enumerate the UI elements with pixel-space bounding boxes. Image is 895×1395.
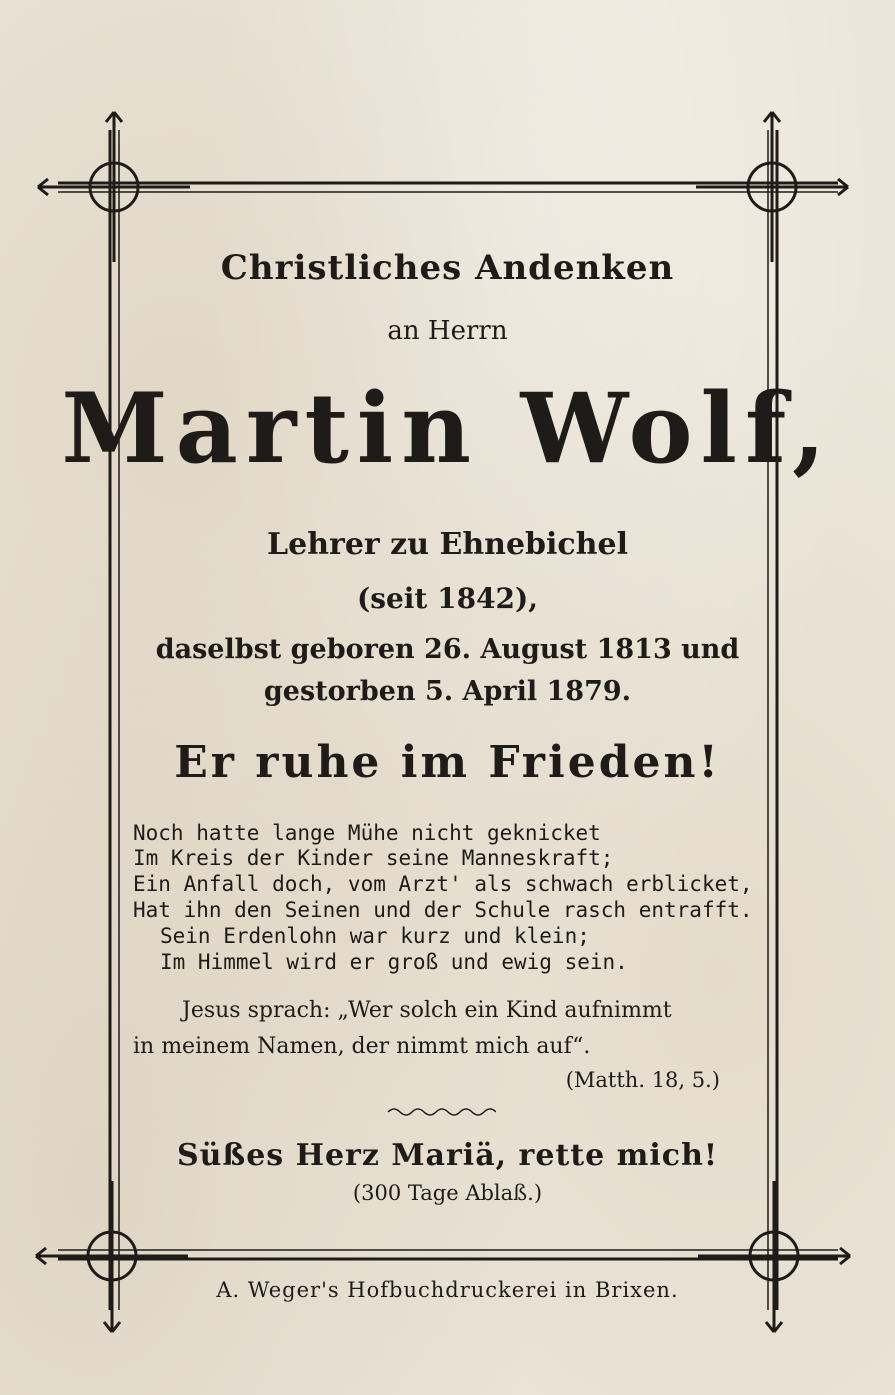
card-heading: Christliches Andenken	[220, 248, 675, 288]
poem-line: Hat ihn den Seinen und der Schule rasch entrafft.	[133, 898, 753, 922]
corner-cross-icon-top-right	[696, 112, 848, 262]
poem-line: Im Kreis der Kinder seine Manneskraft;	[133, 846, 614, 870]
rest-in-peace: Er ruhe im Frieden!	[174, 737, 721, 788]
prayer-line: Süßes Herz Mariä, rette mich!	[176, 1138, 719, 1173]
since-line: (seit 1842),	[356, 582, 539, 615]
poem-line: Sein Erdenlohn war kurz und klein;	[160, 924, 590, 948]
scripture-reference: (Matth. 18, 5.)	[565, 1068, 720, 1092]
birth-line: daselbst geboren 26. August 1813 und	[155, 634, 740, 665]
profession-line: Lehrer zu Ehnebichel	[267, 527, 628, 562]
death-line: gestorben 5. April 1879.	[263, 676, 632, 707]
poem-line: Ein Anfall doch, vom Arzt' als schwach erblicket,	[133, 872, 753, 896]
scripture-quote-line-1: Jesus sprach: „Wer solch ein Kind aufnimmt	[182, 998, 672, 1023]
poem-line: Im Himmel wird er groß und ewig sein.	[160, 950, 628, 974]
corner-cross-icon-top-left	[38, 112, 190, 262]
scripture-quote-line-2: in meinem Namen, der nimmt mich auf“.	[133, 1034, 591, 1059]
card-sub-heading: an Herrn	[387, 316, 508, 346]
printer-imprint: A. Weger's Hofbuchdruckerei in Brixen.	[216, 1278, 679, 1302]
poem-line: Noch hatte lange Mühe nicht geknicket	[133, 821, 601, 845]
swash-divider-icon	[386, 1104, 496, 1118]
deceased-name: Martin Wolf,	[61, 372, 834, 485]
indulgence-line: (300 Tage Ablaß.)	[352, 1181, 543, 1205]
